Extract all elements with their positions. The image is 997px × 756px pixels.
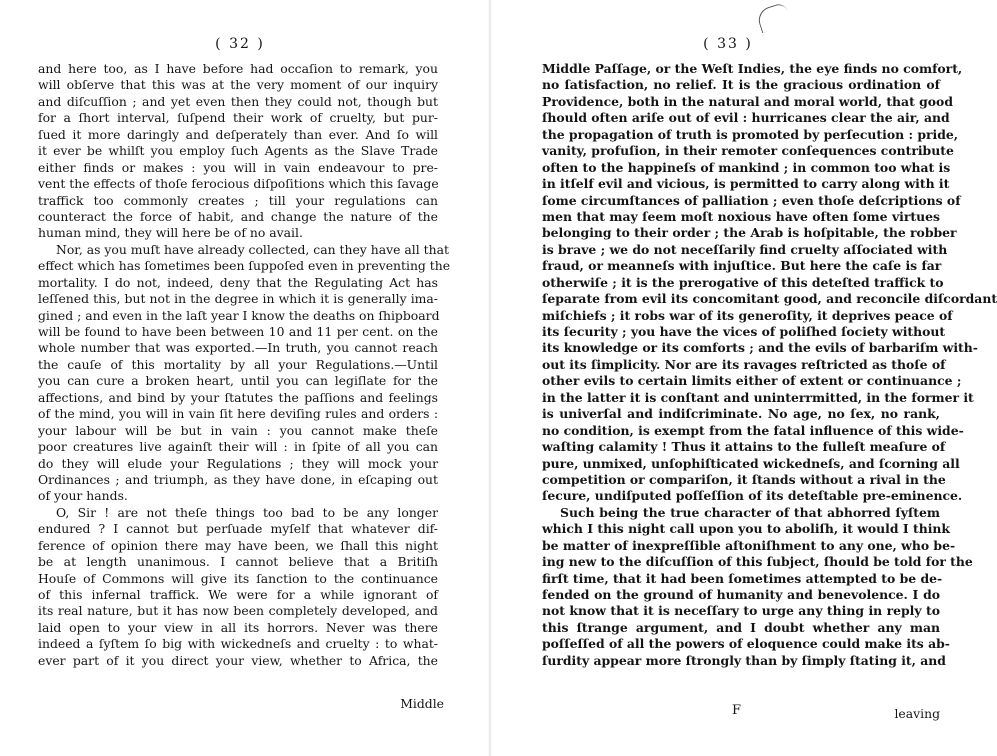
- text-line: affections, and bind by your ſtatutes the paſſions and feelings: [38, 389, 438, 405]
- pencil-mark-icon: [755, 2, 792, 33]
- text-line: of your hands.: [38, 488, 128, 504]
- text-line: poor creatures live againſt their will : in ſpite of all you can: [38, 439, 438, 455]
- paragraph: [38, 505, 438, 669]
- right-page: [490, 0, 997, 756]
- left-page: [0, 0, 490, 756]
- catchword: Middle: [400, 696, 444, 711]
- text-line: often to the happineſs of mankind ; in common too what is: [542, 159, 951, 175]
- text-line: the propagation of truth is promoted by perſecution : pride,: [542, 126, 959, 142]
- paragraph: [542, 61, 997, 505]
- text-line: whole number that was exported.—In truth, you cannot reach: [38, 340, 438, 356]
- text-line: no condition, is exempt from the fatal influence of this wide-: [542, 422, 964, 438]
- text-line: Houſe of Commons will give its ſanction to the continuance: [38, 570, 438, 586]
- text-line: vanity, profuſion, in their remoter conſequences contribute: [542, 143, 954, 159]
- text-line: not know that it is neceſſary to urge any thing in reply to: [542, 603, 940, 619]
- text-line: of this infernal traffick. We were for a while ignorant of: [38, 587, 438, 602]
- text-line: ſued it more daringly and deſperately than ever. And ſo will: [38, 126, 438, 142]
- text-line: do they will elude your Regulations ; they will mock your: [38, 455, 438, 471]
- text-line: ing new to the diſcuſſion of this ſubject, ſhould be told for the: [542, 554, 973, 570]
- text-line: is univerſal and indiſcriminate. No age, no ſex, no rank,: [542, 406, 940, 422]
- text-line: laid open to your view in all its horrors. Never was there: [38, 619, 438, 635]
- text-line: vent the effects of thoſe ferocious diſpoſitions which this ſavage: [38, 176, 439, 192]
- text-line: leſſened this, but not in the degree in which it is generally ima-: [38, 291, 438, 307]
- paragraph: [542, 504, 973, 669]
- text-line: which I this night call upon you to aboliſh, it would I think: [542, 521, 951, 537]
- text-line: endured ? I cannot but perſuade myſelf that whatever dif-: [38, 521, 438, 537]
- text-line: competition or compariſon, it ſtands without a rival in the: [542, 471, 946, 487]
- text-line: be at length unanimous. I cannot believe that a Britiſh: [38, 554, 438, 570]
- text-line: gined ; and even in the laſt year I know the deaths on ſhipboard: [38, 307, 440, 323]
- text-line: counteract the force of habit, and change the nature of the: [38, 208, 438, 224]
- page-text: [542, 61, 997, 669]
- text-line: is brave ; we do not neceſſarily find cruelty aſſociated with: [542, 241, 948, 257]
- text-line: mortality. I do not, indeed, deny that the Regulating Act has: [38, 274, 438, 290]
- text-line: firſt time, that it had been ſometimes attempted to be de-: [542, 570, 943, 586]
- text-line: Ordinances ; and triumph, as they have done, in eſcaping out: [38, 471, 438, 487]
- text-line: miſchiefs ; it robs war of its generoſity, it deprives peace of: [542, 307, 953, 323]
- text-line: out its ſimplicity. Nor are its ravages reſtricted as thoſe of: [542, 356, 946, 372]
- text-line: its real nature, but it has now been completely developed, and: [38, 603, 438, 619]
- text-line: in the latter it is conſtant and uninterrmitted, in the former it: [542, 389, 974, 405]
- text-line: men that may ſeem moſt noxious have often ſome virtues: [542, 208, 940, 224]
- text-line: ſome circumſtances of palliation ; even thoſe deſcriptions of: [542, 192, 961, 208]
- text-line: ſeparate from evil its concomitant good, and reconcile diſcordant: [542, 291, 997, 307]
- text-line: of the mind, you will in vain ſit here deviſing rules and orders :: [38, 406, 438, 422]
- text-line: ever part of it you direct your view, whether to Africa, the: [38, 652, 438, 668]
- text-line: its knowledge or its comforts ; and the evils of barbariſm with-: [542, 340, 978, 356]
- text-line: ſhould often ariſe out of evil : hurricanes clear the air, and: [542, 110, 950, 126]
- text-line: your labour will be but in vain : you cannot make theſe: [38, 422, 438, 438]
- catchword: leaving: [894, 706, 940, 721]
- text-line: the cauſe of this mortality by all your Regulations.—Until: [38, 356, 438, 372]
- text-line: you can cure a broken heart, until you can legiſlate for the: [38, 373, 438, 389]
- text-line: poſſeſſed of all the powers of eloquence could make its ab-: [542, 636, 950, 652]
- text-line: Such being the true character of that abhorred ſyſtem: [560, 504, 940, 520]
- text-line: in itſelf evil and vicious, is permitted to carry along with it: [542, 176, 950, 192]
- page-number: ( 33 ): [703, 36, 753, 52]
- text-line: and here too, as I have before had occaſion to remark, you: [38, 61, 438, 76]
- text-line: will be found to have been between 10 and 11 per cent. on the: [38, 324, 438, 339]
- text-line: Middle Paſſage, or the Weſt Indies, the eye finds no comfort,: [542, 61, 963, 76]
- text-line: and diſcuſſion ; and yet even then they could not, though but: [38, 93, 438, 109]
- text-line: pure, unmixed, unſophiſticated wickedneſs, and ſcorning all: [542, 455, 960, 471]
- text-line: other evils to certain limits either of extent or continuance ;: [542, 373, 962, 389]
- paragraph: [38, 241, 451, 505]
- text-line: otherwiſe ; it is the prerogative of this deteſted traffick to: [542, 274, 944, 290]
- text-line: ſecure, undiſputed poſſeſſion of its deteſtable pre-eminence.: [542, 488, 963, 504]
- page-number: ( 32 ): [215, 36, 265, 52]
- signature-mark: F: [732, 703, 742, 718]
- text-line: fended on the ground of humanity and benevolence. I do: [542, 587, 940, 602]
- text-line: this ſtrange argument, and I doubt whether any man: [542, 619, 940, 635]
- text-line: ſurdity appear more ſtrongly than by ſimply ſtating it, and: [542, 652, 946, 668]
- text-line: be matter of inexpreſſible aſtoniſhment to any one, who be-: [542, 537, 956, 553]
- text-line: will obſerve that this was at the very moment of our inquiry: [38, 77, 438, 93]
- text-line: ference of opinion there may have been, we ſhall this night: [38, 537, 438, 553]
- text-line: no ſatisfaction, no relief. It is the gracious ordination of: [542, 77, 940, 93]
- text-line: either finds or makes : you will in vain endeavour to pre-: [38, 159, 438, 175]
- text-line: traffick too commonly creates ; till your regulations can: [38, 192, 438, 208]
- text-line: human mind, they will here be of no avail.: [38, 225, 303, 241]
- text-line: indeed a ſyſtem ſo big with wickedneſs and cruelty : to what-: [38, 636, 438, 652]
- paragraph: [38, 61, 438, 242]
- text-line: for a ſhort interval, ſuſpend their work of cruelty, but pur-: [38, 110, 438, 126]
- text-line: its ſecurity ; you have the vices of poliſhed ſociety without: [542, 324, 946, 339]
- text-line: effect which has ſometimes been ſuppoſed even in preventing the: [38, 258, 451, 274]
- page-text: [38, 61, 451, 669]
- text-line: waſting calamity ! Thus it attains to the fulleſt meaſure of: [542, 439, 946, 455]
- text-line: O, Sir ! are not theſe things too bad to be any longer: [56, 504, 438, 520]
- text-line: it ever be whilſt you employ ſuch Agents as the Slave Trade: [38, 143, 438, 159]
- text-line: belonging to their order ; the Arab is hoſpitable, the robber: [542, 225, 957, 241]
- text-line: Providence, both in the natural and moral world, that good: [542, 93, 953, 109]
- text-line: fraud, or meanneſs with injuſtice. But here the caſe is far: [542, 258, 942, 274]
- text-line: Nor, as you muſt have already collected, can they have all that: [56, 241, 449, 257]
